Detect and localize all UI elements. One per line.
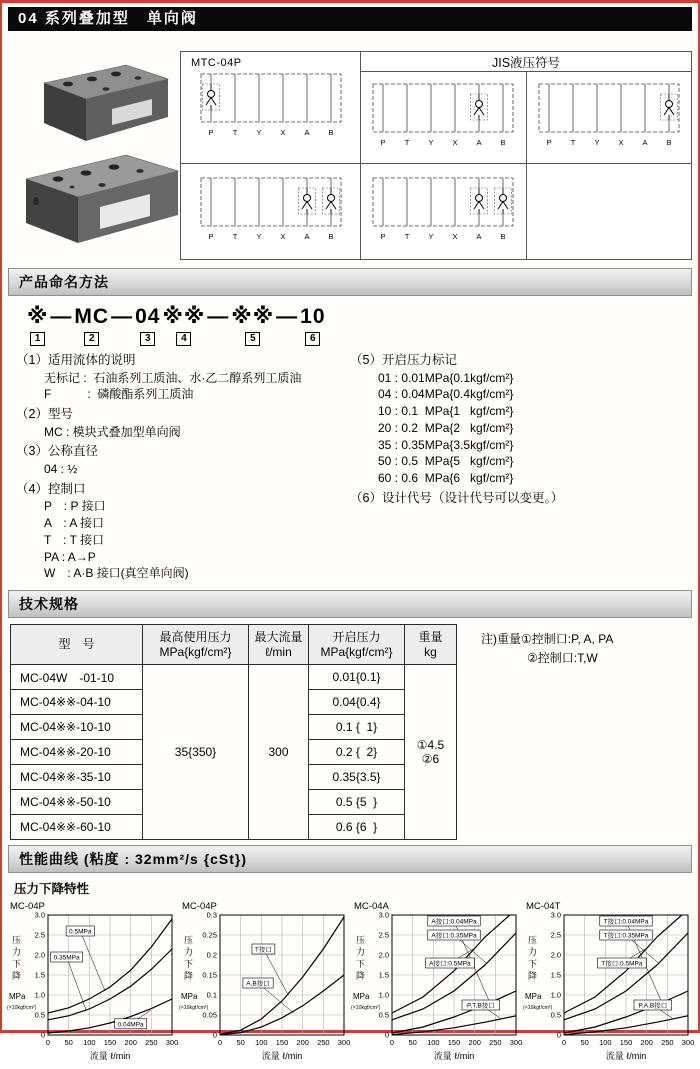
- svg-text:250: 250: [317, 1038, 330, 1048]
- svg-text:流量 ℓ/min: 流量 ℓ/min: [605, 1051, 647, 1062]
- svg-text:1.5: 1.5: [550, 970, 561, 980]
- svg-text:0.5: 0.5: [550, 1010, 561, 1020]
- spec-open-pressure: 0.6 {6 }: [309, 815, 405, 840]
- code-position-number: 6: [305, 332, 320, 346]
- specs-table-body: [11, 665, 457, 840]
- svg-text:MC-04P: MC-04P: [182, 901, 217, 913]
- svg-text:2.0: 2.0: [34, 950, 45, 960]
- svg-text:T: T: [570, 137, 576, 147]
- svg-text:0.2: 0.2: [206, 950, 217, 960]
- svg-text:降: 降: [184, 971, 194, 982]
- specs-section: [10, 624, 698, 840]
- symbol-model-label: MTC-04P: [191, 57, 242, 69]
- model-code-segment: [207, 306, 229, 328]
- svg-text:流量 ℓ/min: 流量 ℓ/min: [433, 1051, 475, 1062]
- svg-text:降: 降: [528, 971, 538, 982]
- naming-explanation-line: PA : A→P: [44, 549, 96, 564]
- svg-text:250: 250: [145, 1038, 158, 1048]
- spec-open-pressure: 0.2 { 2}: [309, 740, 405, 765]
- specs-header-row: [11, 625, 457, 665]
- spec-model: MC-04※※-04-10: [11, 690, 143, 715]
- svg-text:(×10kgf/cm²): (×10kgf/cm²): [179, 1005, 209, 1012]
- svg-text:3.0: 3.0: [378, 910, 389, 920]
- naming-explanation-line: W : A·B 接口(真空单向阀): [44, 566, 189, 581]
- chart-mc04a: [350, 899, 522, 1069]
- performance-subtitle: 压力下降特性: [14, 882, 90, 897]
- spec-column-header: 开启压力 MPa{kgf/cm²}: [309, 625, 405, 665]
- svg-text:MPa: MPa: [525, 992, 542, 1002]
- naming-explanation-item: [16, 481, 350, 582]
- code-position-number: 2: [84, 332, 99, 346]
- performance-chart-svg: [178, 899, 350, 1069]
- jis-cell-empty: [526, 164, 692, 260]
- svg-text:250: 250: [661, 1038, 674, 1048]
- performance-chart-svg: [522, 899, 694, 1069]
- spec-open-pressure: 0.5 {5 }: [309, 790, 405, 815]
- svg-text:1.0: 1.0: [550, 990, 561, 1000]
- svg-text:MC-04T: MC-04T: [526, 901, 561, 913]
- naming-explanations: [2, 346, 698, 585]
- svg-text:3.0: 3.0: [550, 910, 561, 920]
- naming-explanation-line: P : P 接口: [44, 499, 106, 514]
- svg-text:下: 下: [356, 959, 366, 970]
- naming-explanations-right: [350, 352, 690, 585]
- svg-text:B: B: [327, 231, 334, 241]
- spec-weight-line: ①4.5: [416, 738, 445, 753]
- svg-text:200: 200: [296, 1038, 309, 1048]
- svg-text:0.5: 0.5: [378, 1010, 389, 1020]
- section-performance-header: 性能曲线 (粘度 : 32mm²/s {cSt}): [8, 845, 692, 873]
- spec-model: MC-04※※-50-10: [11, 790, 143, 815]
- svg-text:A接口:0.04MPa: A接口:0.04MPa: [431, 918, 477, 926]
- top-section: [2, 31, 698, 263]
- svg-text:(×10kgf/cm²): (×10kgf/cm²): [351, 1005, 381, 1012]
- naming-explanation-line: 20 : 0.2 MPa{2 kgf/cm²}: [378, 420, 514, 435]
- svg-text:B: B: [666, 137, 672, 147]
- svg-text:50: 50: [64, 1038, 73, 1048]
- naming-explanation-item: [16, 406, 350, 440]
- svg-text:0.15: 0.15: [202, 970, 217, 980]
- model-code-text: —: [207, 305, 230, 328]
- jis-symbol-svg: [534, 79, 684, 157]
- svg-text:T: T: [404, 137, 410, 147]
- svg-text:A: A: [476, 137, 482, 147]
- svg-text:MPa: MPa: [9, 992, 26, 1002]
- svg-text:B: B: [500, 231, 506, 241]
- svg-text:MC-04A: MC-04A: [354, 901, 389, 913]
- model-code-text: —: [276, 305, 299, 328]
- svg-text:力: 力: [12, 947, 22, 958]
- naming-explanation-line: A : A 接口: [44, 515, 105, 530]
- svg-text:1.0: 1.0: [378, 990, 389, 1000]
- naming-explanation-line: 60 : 0.6 MPa{6 kgf/cm²}: [378, 471, 514, 486]
- naming-explanation-head: （2）型号: [16, 407, 73, 422]
- svg-text:2.5: 2.5: [550, 930, 561, 940]
- naming-explanation-item: [16, 352, 350, 403]
- model-code-text: —: [50, 305, 73, 328]
- svg-text:150: 150: [103, 1038, 117, 1048]
- naming-explanation-item: [350, 352, 690, 487]
- svg-text:300: 300: [681, 1038, 695, 1048]
- svg-text:250: 250: [489, 1038, 502, 1048]
- naming-explanation-item: [16, 443, 350, 477]
- svg-text:降: 降: [356, 971, 366, 982]
- naming-explanation-line: 01 : 0.01MPa{0.1kgf/cm²}: [378, 370, 514, 385]
- svg-text:P: P: [207, 127, 214, 137]
- svg-text:0.04MPa: 0.04MPa: [117, 1021, 144, 1029]
- hydraulic-symbol-check-a: [361, 79, 526, 157]
- svg-text:200: 200: [124, 1038, 137, 1048]
- svg-text:力: 力: [528, 947, 538, 958]
- performance-chart-svg: [350, 899, 522, 1069]
- svg-text:B: B: [327, 127, 334, 137]
- spec-open-pressure: 0.01{0.1}: [309, 665, 405, 690]
- hydraulic-symbol-check-p: [181, 69, 360, 147]
- chart-mc04p-1: [6, 899, 178, 1069]
- jis-symbol-svg: [368, 79, 518, 157]
- svg-text:50: 50: [236, 1038, 245, 1048]
- svg-text:300: 300: [509, 1038, 523, 1048]
- svg-text:0: 0: [212, 1030, 217, 1040]
- spec-open-pressure: 0.35{3.5}: [309, 765, 405, 790]
- spec-column-header: 最大流量 ℓ/min: [249, 625, 309, 665]
- spec-weight-line: ②6: [421, 752, 440, 767]
- code-position-number: 3: [140, 332, 155, 346]
- svg-text:2.0: 2.0: [550, 950, 561, 960]
- svg-text:MC-04P: MC-04P: [10, 901, 45, 913]
- chart-mc04p-2: [178, 899, 350, 1069]
- svg-text:压: 压: [356, 935, 366, 946]
- code-position-number: 5: [245, 332, 260, 346]
- svg-text:T接口: T接口: [254, 946, 272, 954]
- spec-column-header: 型 号: [11, 625, 143, 665]
- model-code-segment: [231, 306, 274, 346]
- naming-explanation-line: 10 : 0.1 MPa{1 kgf/cm²}: [378, 404, 514, 419]
- spec-column-header: 重量 kg: [405, 625, 457, 665]
- specs-table: [10, 624, 457, 840]
- svg-text:X: X: [452, 231, 458, 241]
- model-code-segment: [162, 306, 205, 346]
- naming-explanation-line: 04 : 0.04MPa{0.4kgf/cm²}: [378, 387, 514, 402]
- svg-text:100: 100: [599, 1038, 612, 1048]
- specs-note-line1: 注)重量①控制口:P, A, PA: [481, 632, 614, 647]
- jis-cell-b: [526, 72, 692, 164]
- svg-text:0: 0: [389, 1038, 395, 1048]
- svg-text:P: P: [546, 137, 552, 147]
- svg-text:0: 0: [561, 1038, 567, 1048]
- svg-text:Y: Y: [255, 231, 262, 241]
- svg-text:Y: Y: [594, 137, 600, 147]
- page-title: 04 系列叠加型 单向阀: [8, 7, 692, 31]
- svg-text:X: X: [279, 127, 286, 137]
- model-code-segment: [74, 306, 109, 346]
- naming-explanation-line: 无标记 : 石油系列工质油、水·乙二醇系列工质油: [44, 370, 302, 385]
- svg-text:0.5MPa: 0.5MPa: [69, 928, 92, 936]
- svg-text:300: 300: [165, 1038, 179, 1048]
- naming-explanation-line: 50 : 0.5 MPa{5 kgf/cm²}: [378, 454, 514, 469]
- svg-text:200: 200: [640, 1038, 653, 1048]
- spec-model: MC-04W -01-10: [11, 665, 143, 690]
- naming-explanation-line: T : T 接口: [44, 532, 105, 547]
- svg-text:0: 0: [40, 1030, 45, 1040]
- svg-text:0.35MPa: 0.35MPa: [53, 954, 80, 962]
- model-code-text: ※※: [231, 305, 275, 328]
- svg-text:50: 50: [408, 1038, 417, 1048]
- svg-text:流量 ℓ/min: 流量 ℓ/min: [89, 1051, 131, 1062]
- jis-cell-mtc04p: [181, 52, 361, 164]
- hydraulic-symbol-dual-check-2: [361, 173, 526, 251]
- svg-text:150: 150: [447, 1038, 461, 1048]
- jis-symbol-svg: [196, 69, 346, 147]
- svg-text:50: 50: [580, 1038, 589, 1048]
- jis-symbol-svg: [196, 173, 346, 251]
- model-code-text: 10: [300, 305, 326, 328]
- svg-text:1.0: 1.0: [34, 990, 45, 1000]
- svg-text:(×10kgf/cm²): (×10kgf/cm²): [523, 1005, 553, 1012]
- svg-text:0.5: 0.5: [34, 1010, 45, 1020]
- svg-text:2.0: 2.0: [378, 950, 389, 960]
- svg-text:1.5: 1.5: [378, 970, 389, 980]
- svg-text:2.5: 2.5: [34, 930, 45, 940]
- svg-text:100: 100: [427, 1038, 440, 1048]
- naming-explanation-head: （3）公称直径: [16, 444, 98, 459]
- model-code-text: ※※: [162, 305, 206, 328]
- svg-text:T: T: [404, 231, 410, 241]
- svg-text:X: X: [452, 137, 458, 147]
- hydraulic-symbol-check-b: [527, 79, 692, 157]
- svg-text:A接口:0.35MPa: A接口:0.35MPa: [431, 932, 477, 940]
- naming-explanation-line: MC : 模块式叠加型单向阀: [44, 424, 181, 439]
- svg-text:150: 150: [619, 1038, 633, 1048]
- svg-text:Y: Y: [255, 127, 262, 137]
- model-code-segment: [111, 306, 133, 328]
- specs-note: [481, 630, 613, 668]
- svg-text:B: B: [500, 137, 506, 147]
- svg-text:100: 100: [255, 1038, 268, 1048]
- svg-text:T接口:0.5MPa: T接口:0.5MPa: [601, 960, 643, 968]
- svg-text:X: X: [279, 231, 286, 241]
- svg-text:P: P: [207, 231, 214, 241]
- svg-text:A: A: [303, 231, 310, 241]
- svg-text:Y: Y: [428, 137, 434, 147]
- specs-note-line2: ②控制口:T,W: [527, 651, 598, 666]
- spec-weight: [405, 665, 457, 840]
- svg-text:MPa: MPa: [181, 992, 198, 1002]
- naming-explanations-left: [16, 352, 350, 585]
- svg-text:P: P: [380, 137, 386, 147]
- model-code-text: 04: [135, 305, 161, 328]
- svg-text:A: A: [476, 231, 482, 241]
- svg-text:T接口:0.04MPa: T接口:0.04MPa: [603, 918, 649, 926]
- svg-text:0: 0: [384, 1030, 389, 1040]
- naming-explanation-head: （4）控制口: [16, 481, 86, 496]
- spec-model: MC-04※※-60-10: [11, 815, 143, 840]
- svg-text:T接口:0.35MPa: T接口:0.35MPa: [603, 932, 649, 940]
- svg-text:压: 压: [528, 935, 538, 946]
- svg-text:100: 100: [83, 1038, 96, 1048]
- svg-text:P,A,B接口: P,A,B接口: [638, 1002, 668, 1010]
- model-code-segment: [27, 306, 48, 346]
- svg-text:(×10kgf/cm²): (×10kgf/cm²): [7, 1005, 37, 1012]
- performance-chart-svg: [6, 899, 178, 1069]
- spec-row: [11, 665, 457, 690]
- naming-explanation-line: 35 : 0.35MPa{3.5kgf/cm²}: [378, 437, 514, 452]
- svg-text:0: 0: [556, 1030, 561, 1040]
- spec-model: MC-04※※-10-10: [11, 715, 143, 740]
- jis-cell-w2: [361, 164, 527, 260]
- svg-text:P: P: [380, 231, 386, 241]
- svg-text:P,T,B接口: P,T,B接口: [467, 1002, 495, 1010]
- hydraulic-symbol-dual-check-1: [181, 173, 360, 251]
- spec-column-header: 最高使用压力 MPa{kgf/cm²}: [143, 625, 249, 665]
- product-photo-top: [26, 53, 176, 145]
- model-code-segment: [300, 306, 325, 346]
- product-photo-bottom: [14, 143, 186, 251]
- spec-max-flow: 300: [249, 665, 309, 840]
- svg-text:2.5: 2.5: [378, 930, 389, 940]
- naming-explanation-head: （5）开启压力标记: [350, 353, 457, 367]
- svg-text:0.05: 0.05: [202, 1010, 217, 1020]
- svg-text:0.1: 0.1: [206, 990, 217, 1000]
- svg-text:T: T: [232, 127, 237, 137]
- svg-text:A: A: [642, 137, 648, 147]
- model-code-segment: [276, 306, 298, 328]
- code-position-number: 1: [30, 332, 45, 346]
- spec-max-pressure: 35{350}: [143, 665, 249, 840]
- naming-explanation-item: [350, 490, 690, 508]
- svg-text:0: 0: [217, 1038, 223, 1048]
- chart-mc04t: [522, 899, 694, 1069]
- svg-text:X: X: [618, 137, 624, 147]
- svg-text:力: 力: [356, 947, 366, 958]
- svg-text:力: 力: [184, 947, 194, 958]
- svg-text:压: 压: [12, 935, 22, 946]
- svg-text:A,B接口: A,B接口: [246, 980, 270, 988]
- model-code-text: ※: [27, 305, 49, 328]
- model-code-text: MC: [74, 305, 110, 328]
- model-code-segment: [135, 306, 160, 346]
- svg-text:下: 下: [528, 959, 538, 970]
- svg-text:压: 压: [184, 935, 194, 946]
- svg-text:150: 150: [275, 1038, 289, 1048]
- model-code-segment: [50, 306, 72, 328]
- svg-text:0.25: 0.25: [202, 930, 217, 940]
- svg-text:Y: Y: [428, 231, 434, 241]
- naming-explanation-head: （1）适用流体的说明: [16, 353, 136, 367]
- model-code-text: —: [111, 305, 134, 328]
- model-code: [2, 296, 698, 346]
- spec-model: MC-04※※-20-10: [11, 740, 143, 765]
- section-specs-header: 技术规格: [8, 590, 692, 618]
- charts-row: [6, 899, 698, 1069]
- svg-text:0: 0: [45, 1038, 51, 1048]
- section-naming-header: 产品命名方法: [8, 268, 692, 296]
- jis-symbol-svg: [368, 173, 518, 251]
- svg-text:下: 下: [184, 959, 194, 970]
- jis-header: JIS液压符号: [361, 52, 692, 72]
- svg-text:A接口:0.5MPa: A接口:0.5MPa: [429, 960, 471, 968]
- jis-symbol-table: [180, 51, 692, 260]
- spec-model: MC-04※※-35-10: [11, 765, 143, 790]
- svg-text:降: 降: [12, 971, 22, 982]
- jis-cell-w1: [181, 164, 361, 260]
- jis-cell-a: [361, 72, 527, 164]
- svg-text:A: A: [303, 127, 310, 137]
- spec-open-pressure: 0.04{0.4}: [309, 690, 405, 715]
- svg-text:3.0: 3.0: [34, 910, 45, 920]
- svg-text:200: 200: [468, 1038, 481, 1048]
- svg-text:1.5: 1.5: [34, 970, 45, 980]
- code-position-number: 4: [176, 332, 191, 346]
- svg-text:下: 下: [12, 959, 22, 970]
- svg-text:T: T: [232, 231, 237, 241]
- naming-explanation-head: （6）设计代号（设计代号可以变更。）: [350, 491, 564, 506]
- svg-text:流量 ℓ/min: 流量 ℓ/min: [261, 1051, 303, 1062]
- naming-explanation-line: 04 : ½: [44, 461, 78, 476]
- naming-explanation-line: F : 磷酸酯系列工质油: [44, 387, 194, 402]
- spec-open-pressure: 0.1 { 1}: [309, 715, 405, 740]
- svg-text:0.3: 0.3: [206, 910, 217, 920]
- svg-text:MPa: MPa: [353, 992, 370, 1002]
- svg-text:300: 300: [337, 1038, 351, 1048]
